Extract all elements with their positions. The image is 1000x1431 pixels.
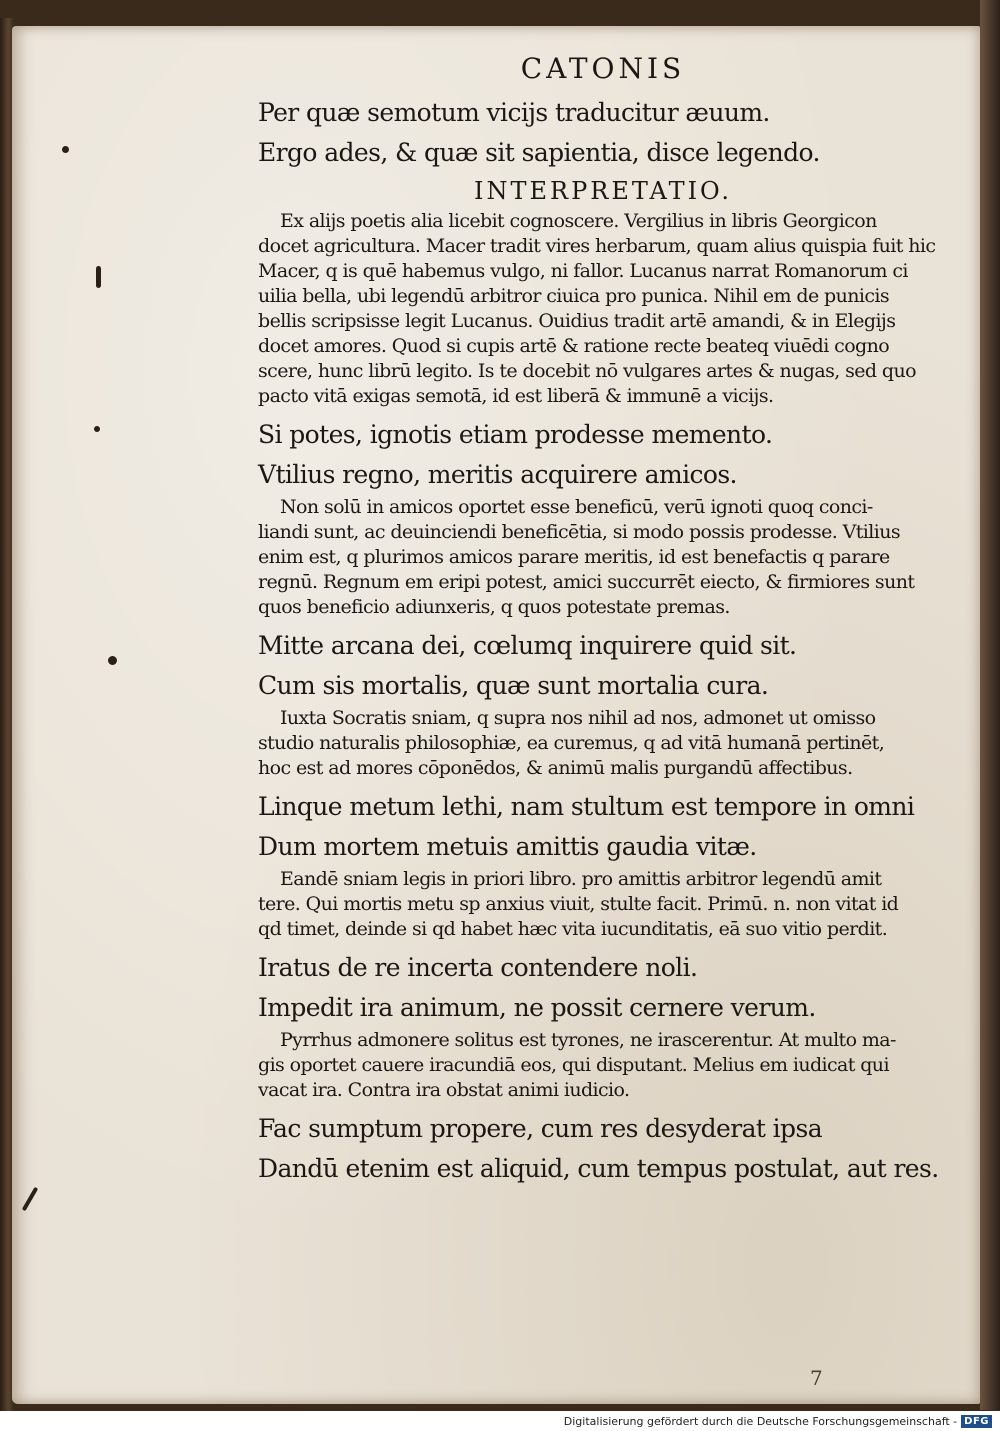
ink-spot xyxy=(22,1187,38,1212)
verse-line: Fac sumptum propere, cum res desyderat ipsa xyxy=(258,1114,822,1143)
verse-line: Per quæ semotum vicijs traducitur æuum. xyxy=(258,98,770,127)
commentary-line: Ex alijs poetis alia licebit cognoscere. Vergilius in libris Georgicon xyxy=(280,210,877,232)
page-number: 7 xyxy=(810,1366,823,1390)
footer-credit: Digitalisierung gefördert durch die Deutsche Forschungsgemeinschaft - xyxy=(563,1414,958,1428)
commentary-line: docet amores. Quod si cupis artē & ratione recte beateq viuēdi cogno xyxy=(258,335,890,357)
page-content xyxy=(258,93,948,1189)
commentary-line: hoc est ad mores cōponēdos, & animū malis purgandū affectibus. xyxy=(258,757,853,779)
ink-spot xyxy=(62,146,69,153)
commentary-line: regnū. Regnum em eripi potest, amici succurrēt eiecto, & firmiores sunt xyxy=(258,571,915,593)
ink-spot xyxy=(108,656,117,665)
commentary-line: tere. Qui mortis metu sp anxius viuit, stulte facit. Primū. n. non vitat id xyxy=(258,893,899,915)
commentary-line: scere, hunc librū legito. Is te docebit nō vulgares artes & nugas, sed quo xyxy=(258,360,916,382)
text-column xyxy=(258,46,948,1189)
commentary-paragraph xyxy=(258,867,948,942)
verse-line: Cum sis mortalis, quæ sunt mortalia cura. xyxy=(258,671,769,700)
commentary-line: Eandē sniam legis in priori libro. pro amittis arbitror legendū amit xyxy=(280,868,882,890)
commentary-line: pacto vitā exigas semotā, id est liberā & immunē a vicijs. xyxy=(258,385,774,407)
commentary-line: enim est, q plurimos amicos parare meritis, id est benefactis q parare xyxy=(258,546,890,568)
commentary-line: studio naturalis philosophiæ, ea curemus, q ad vitā humanā pertinēt, xyxy=(258,732,885,754)
commentary-line: qd timet, deinde si qd habet hæc vita iucunditatis, eā suo vitio perdit. xyxy=(258,918,888,940)
verse-line: Ergo ades, & quæ sit sapientia, disce legendo. xyxy=(258,138,820,167)
book-page xyxy=(12,26,980,1404)
dfg-logo: DFG xyxy=(961,1415,992,1428)
commentary-line: Macer, q is quē habemus vulgo, ni fallor. Lucanus narrat Romanorum ci xyxy=(258,260,908,282)
digitization-footer xyxy=(0,1411,1000,1431)
verse-line: Impedit ira animum, ne possit cernere verum. xyxy=(258,993,816,1022)
verse-line: Dum mortem metuis amittis gaudia vitæ. xyxy=(258,832,757,861)
commentary-line: quos beneficio adiunxeris, q quos potestate premas. xyxy=(258,596,730,618)
commentary-paragraph xyxy=(258,209,948,409)
page-header: CATONIS xyxy=(520,52,686,85)
commentary-line: uilia bella, ubi legendū arbitror ciuica pro punica. Nihil em de punicis xyxy=(258,285,890,307)
commentary-line: liandi sunt, ac deuinciendi beneficētia, si modo possis prodesse. Vtilius xyxy=(258,521,901,543)
commentary-line: bellis scripsisse legit Lucanus. Ouidius tradit artē amandi, & in Elegijs xyxy=(258,310,896,332)
section-title: INTERPRETATIO. xyxy=(474,177,732,205)
verse-line: Vtilius regno, meritis acquirere amicos. xyxy=(258,460,737,489)
commentary-line: gis oportet cauere iracundiā eos, qui disputant. Melius em iudicat qui xyxy=(258,1054,889,1076)
verse-line: Si potes, ignotis etiam prodesse memento. xyxy=(258,420,773,449)
ink-spot xyxy=(96,266,101,288)
verse-line: Linque metum lethi, nam stultum est tempore in omni xyxy=(258,792,915,821)
commentary-line: vacat ira. Contra ira obstat animi iudicio. xyxy=(258,1079,630,1101)
verse-line: Mitte arcana dei, cœlumq inquirere quid sit. xyxy=(258,631,797,660)
commentary-paragraph xyxy=(258,495,948,620)
verse-line: Iratus de re incerta contendere noli. xyxy=(258,953,698,982)
verse-line: Dandū etenim est aliquid, cum tempus postulat, aut res. xyxy=(258,1154,939,1183)
commentary-paragraph xyxy=(258,1028,948,1103)
commentary-line: Non solū in amicos oportet esse beneficū, verū ignoti quoq conci- xyxy=(280,496,873,518)
commentary-line: Pyrrhus admonere solitus est tyrones, ne irascerentur. At multo ma- xyxy=(280,1029,896,1051)
ink-spot xyxy=(94,426,100,432)
book-edge-right xyxy=(980,0,1000,1410)
commentary-line: Iuxta Socratis sniam, q supra nos nihil ad nos, admonet ut omisso xyxy=(280,707,876,729)
commentary-paragraph xyxy=(258,706,948,781)
commentary-line: docet agricultura. Macer tradit vires herbarum, quam alius quispia fuit hic xyxy=(258,235,936,257)
